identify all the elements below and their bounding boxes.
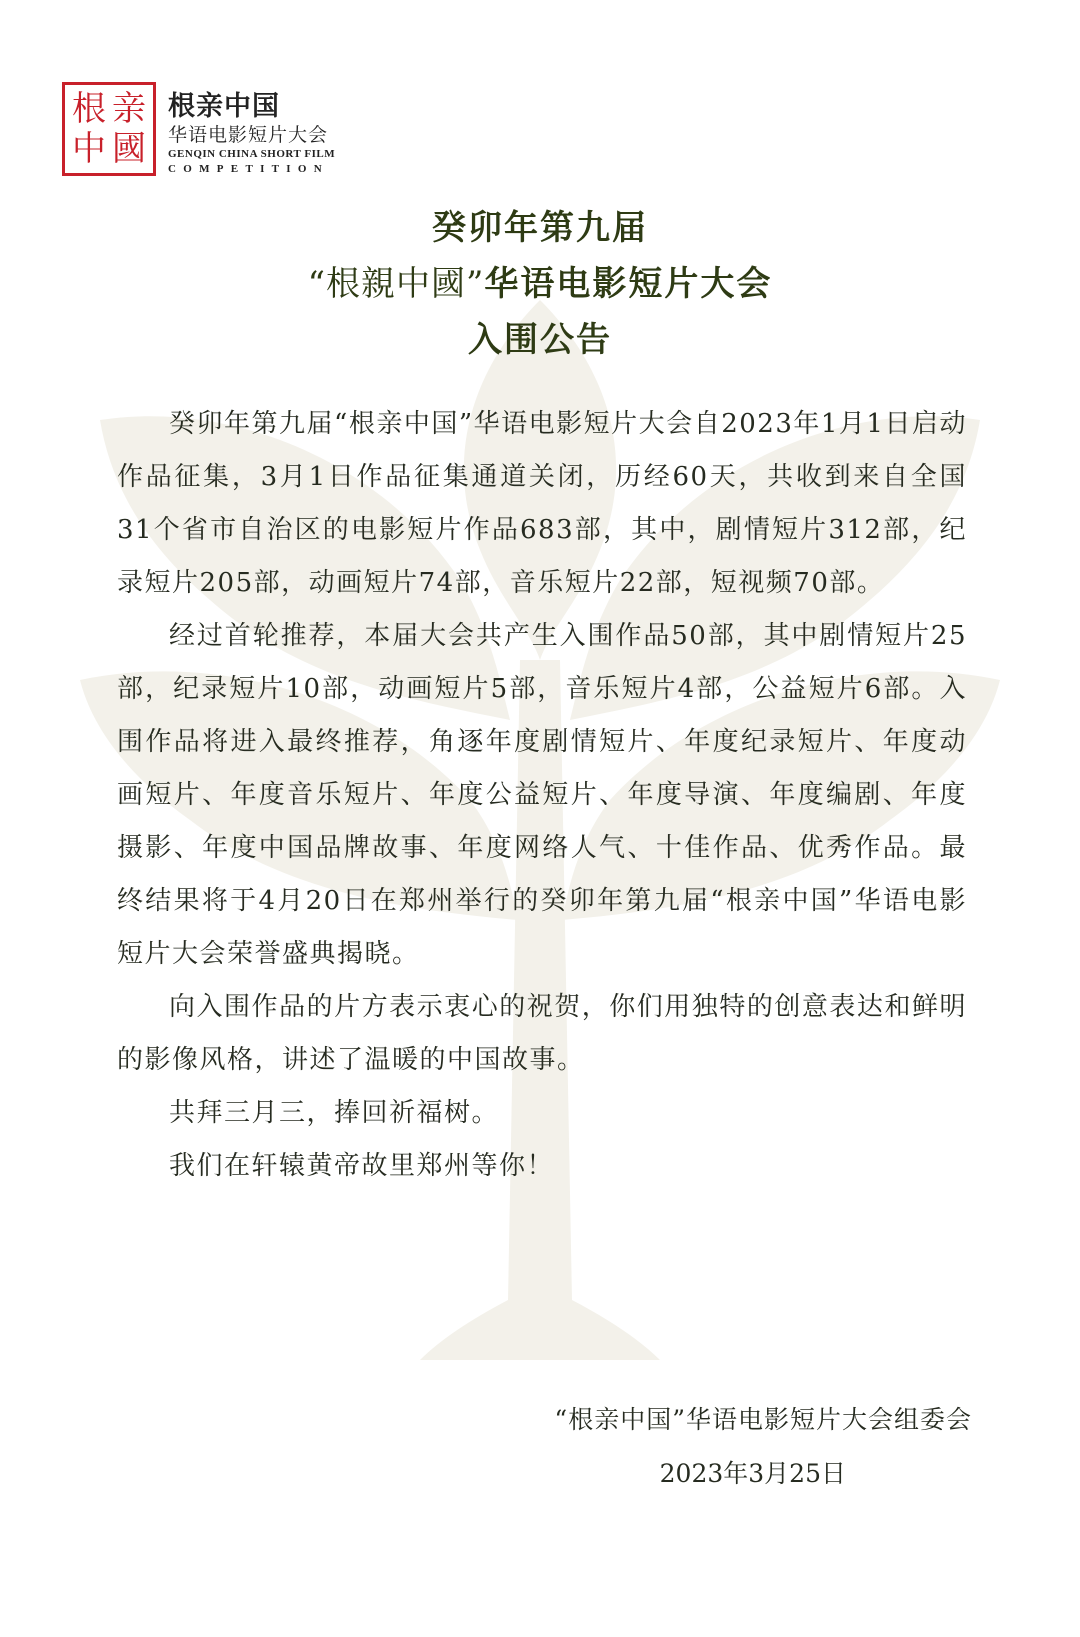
body-paragraph: 经过首轮推荐，本届大会共产生入围作品50部，其中剧情短片25部，纪录短片10部，动画短片5部，音乐短片4部，公益短片6部。入围作品将进入最终推荐，角逐年度剧情短片、年度纪录短片、年度动画短片、年度音乐短片、年度公益短片、年度导演、年度编剧、年度摄影、年度中国品牌故事、年度网络人气、十佳作品、优秀作品。最终结果将于4月20日在郑州举行的癸卯年第九届“根亲中国”华语电影短片大会荣誉盛典揭晓。: [117, 621, 967, 969]
heading-line-2: [0, 256, 1080, 312]
heading-line-1: 癸卯年第九届: [432, 208, 648, 248]
announcement-heading: [0, 200, 1080, 368]
seal-char: 亲: [112, 89, 146, 129]
seal-stamp-icon: [62, 82, 156, 176]
logo-title: 根亲中国: [168, 91, 280, 122]
signature-block: [554, 1393, 972, 1501]
heading-line-2-text: 华语电影短片大会: [484, 264, 773, 304]
logo-english-line-2: COMPETITION: [168, 163, 329, 175]
announcement-body: [117, 398, 967, 1193]
competition-logo: [62, 82, 362, 182]
seal-char: 根: [72, 89, 106, 129]
heading-brand: “根親中國”: [307, 264, 485, 304]
heading-line-3: 入围公告: [468, 320, 612, 360]
body-paragraph: 我们在轩辕黄帝故里郑州等你！: [169, 1151, 555, 1181]
body-paragraph: 共拜三月三，捧回祈福树。: [169, 1098, 500, 1128]
seal-char: 中: [72, 129, 106, 169]
signature-organization: “根亲中国”华语电影短片大会组委会: [554, 1405, 972, 1434]
logo-english-line-1: GENQIN CHINA SHORT FILM: [168, 148, 336, 160]
body-paragraph: 向入围作品的片方表示衷心的祝贺，你们用独特的创意表达和鲜明的影像风格，讲述了温暖的中国故事。: [117, 992, 967, 1075]
seal-char: 國: [112, 129, 146, 169]
logo-subtitle: 华语电影短片大会: [168, 124, 329, 146]
signature-date: 2023年3月25日: [659, 1459, 846, 1488]
body-paragraph: 癸卯年第九届“根亲中国”华语电影短片大会自2023年1月1日启动作品征集，3月1日作品征集通道关闭，历经60天，共收到来自全国31个省市自治区的电影短片作品683部，其中，剧情短片312部，纪录短片205部，动画短片74部，音乐短片22部，短视频70部。: [117, 409, 967, 598]
